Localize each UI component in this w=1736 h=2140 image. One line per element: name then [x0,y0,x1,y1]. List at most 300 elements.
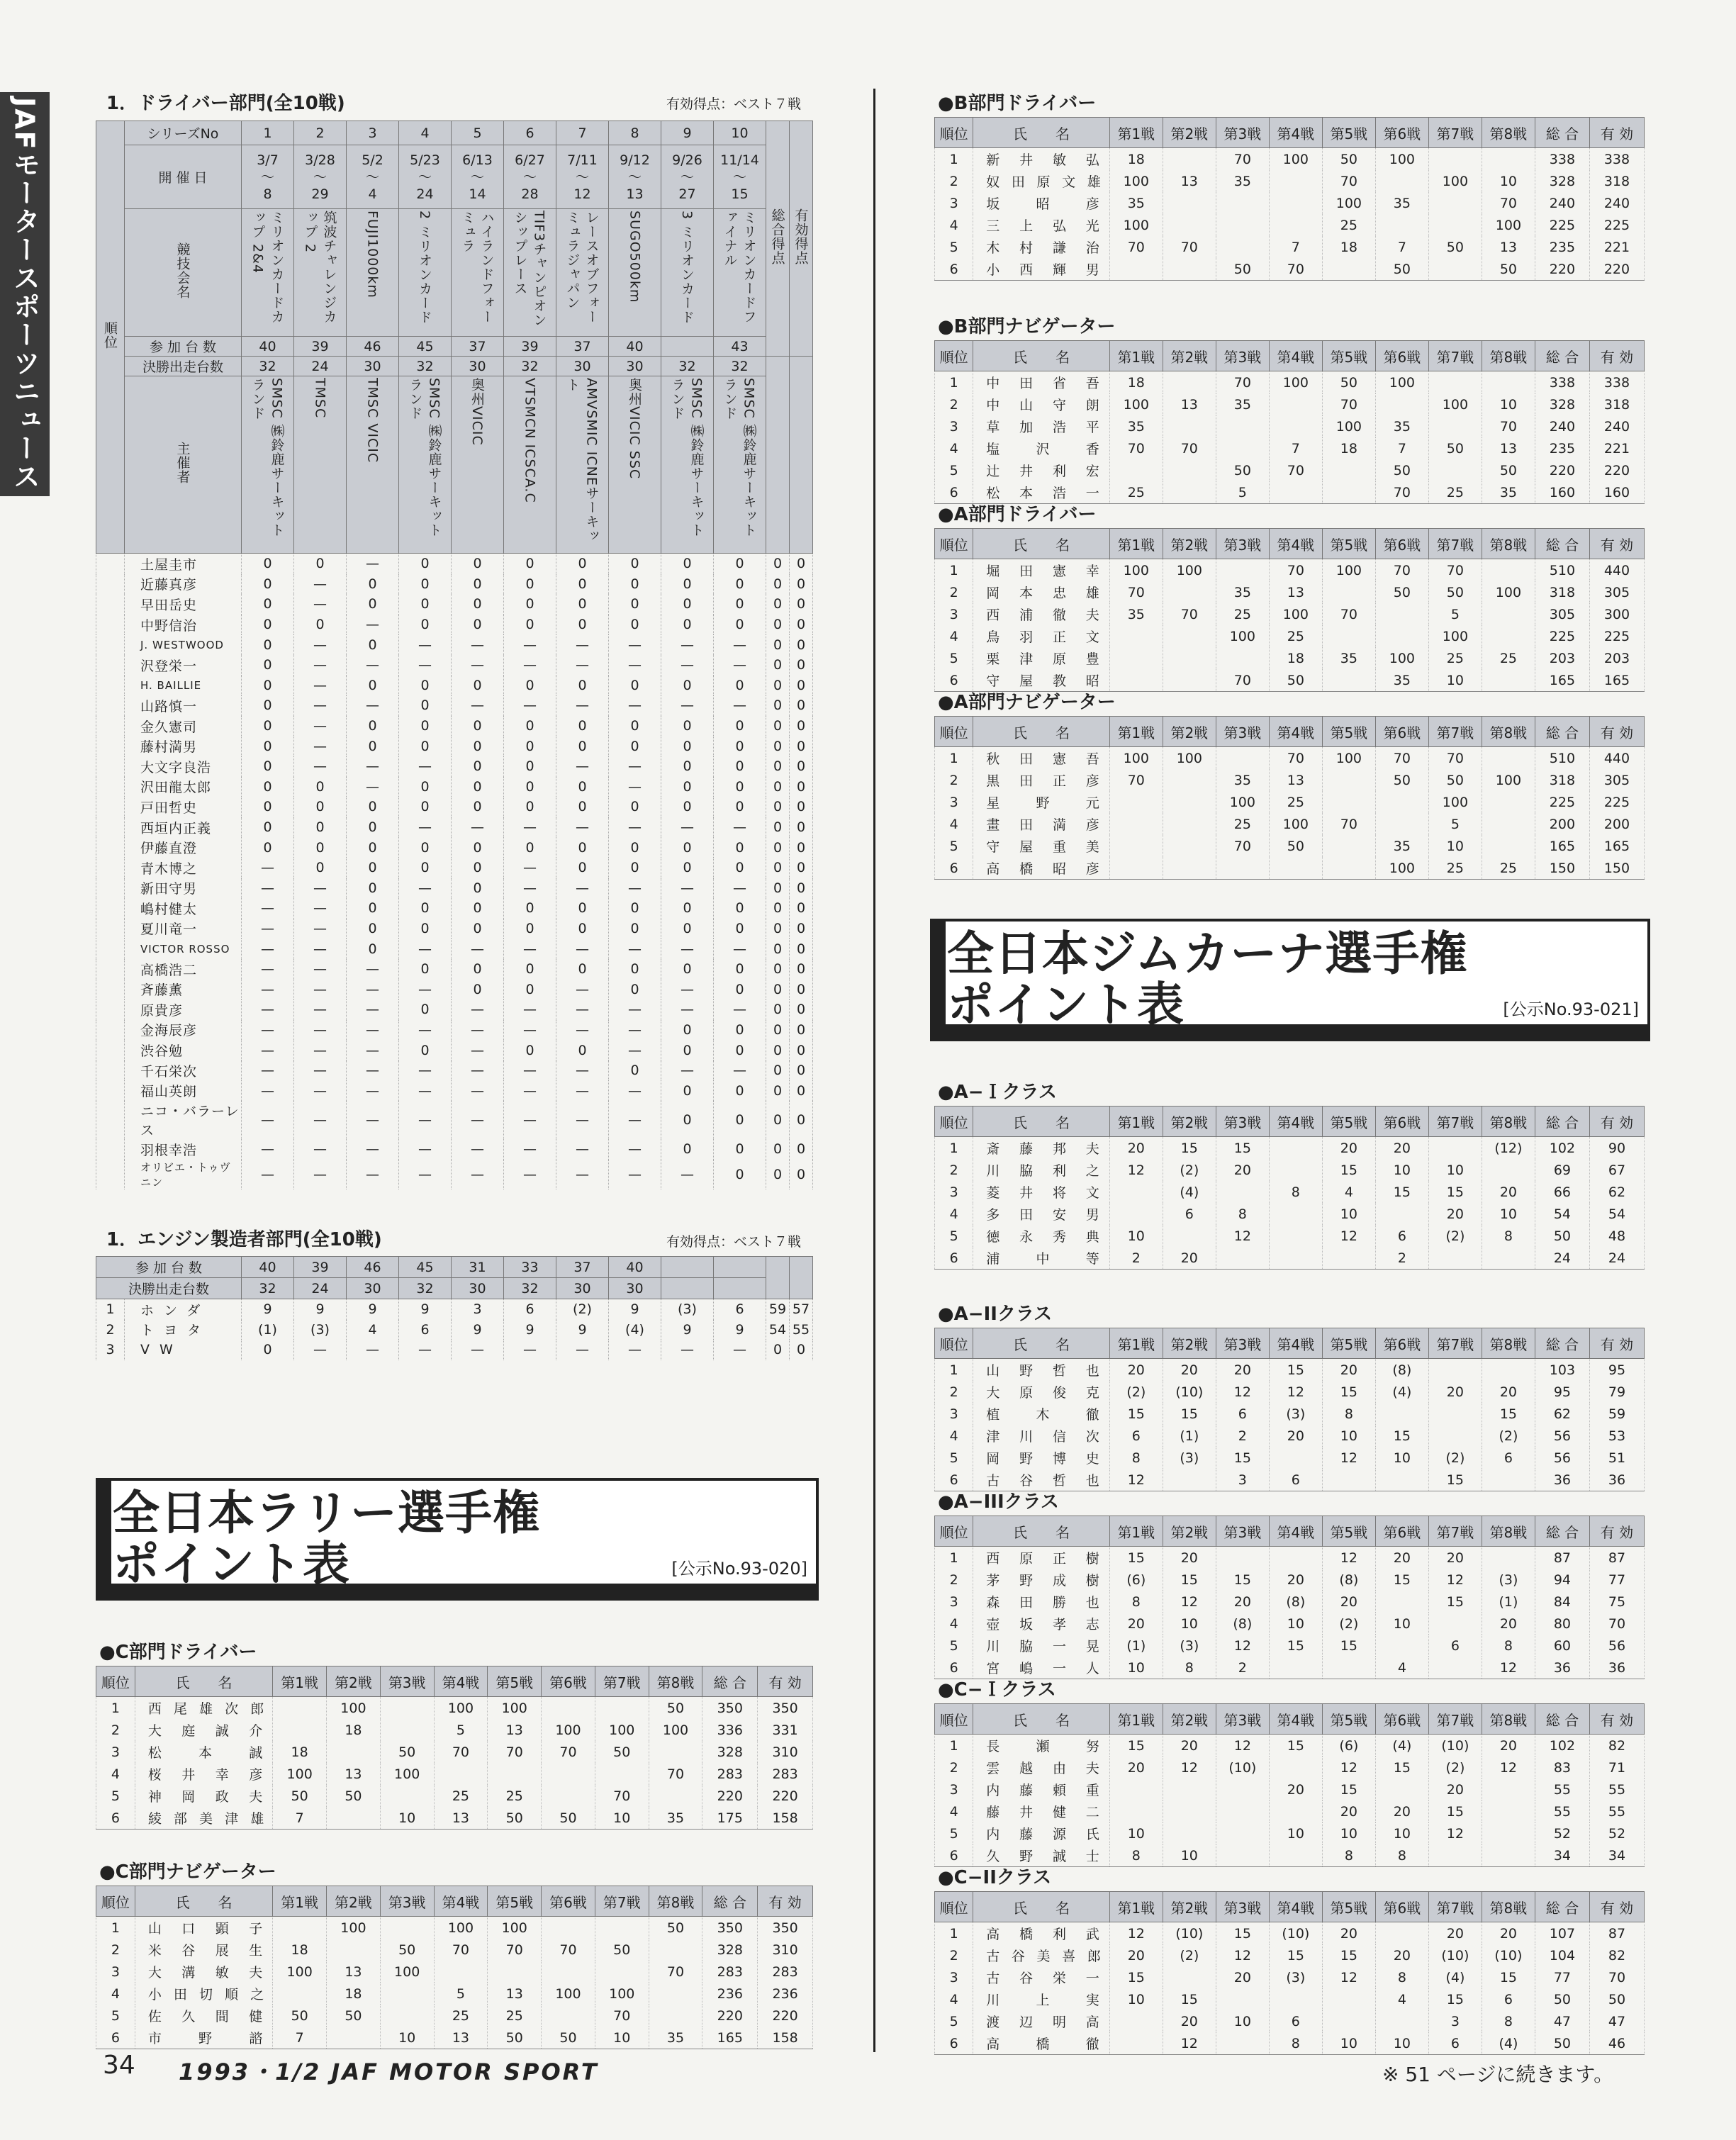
score-cell: 36 [1535,1657,1589,1679]
score-cell: — [714,1340,766,1360]
column-header: 第4戦 [1269,1516,1322,1547]
score-cell: 15 [1163,1988,1216,2010]
score-cell: 100 [595,1983,649,2005]
score-cell: 350 [758,1917,813,1939]
score-cell: 0 [347,919,399,939]
table-row [96,1101,813,1139]
column-header: 第4戦 [1269,529,1322,559]
score-cell: 225 [1535,214,1589,236]
table-row [96,1983,813,2005]
score-cell: 8 [1375,1844,1428,1867]
score-cell: — [294,736,347,756]
score-cell: 0 [790,1101,813,1139]
table-row [96,959,813,980]
score-cell [1428,371,1482,394]
column-header: 総 合 [1535,529,1589,559]
score-cell: — [347,1160,399,1189]
score-cell: — [452,1040,504,1060]
score-cell [1322,1469,1375,1491]
score-cell: — [294,574,347,595]
competitor-name: 中田省吾 [973,371,1110,394]
column-header: 順位 [96,1666,135,1697]
score-cell: 70 [434,1741,488,1763]
score-cell: 203 [1535,647,1589,669]
finals-cell [714,1278,766,1299]
score-cell: (10) [1216,1757,1269,1778]
column-header: 第2戦 [1163,341,1216,371]
score-cell: — [504,817,556,838]
score-cell: 0 [452,898,504,919]
table-row [96,1160,813,1189]
finals-cell: 30 [609,1278,661,1299]
column-header: 第3戦 [1216,1516,1269,1547]
score-cell: 100 [1109,559,1163,582]
score-cell: 0 [766,736,790,756]
score-cell: — [347,756,399,777]
score-cell: 6 [1269,1469,1322,1491]
score-cell [1375,393,1428,415]
score-cell [1216,415,1269,437]
score-cell: 35 [1216,393,1269,415]
rank-cell: 5 [96,1785,135,1807]
rank-cell: 1 [96,1299,125,1320]
table-row [96,695,813,716]
score-cell: 50 [1535,2032,1589,2055]
score-cell: 100 [273,1961,327,1983]
rank-cell [96,695,125,716]
competitor-name: 内藤源氏 [973,1822,1110,1844]
score-cell [1163,1800,1216,1822]
score-cell [1428,415,1482,437]
column-header: 有 効 [1589,529,1644,559]
score-cell: 50 [1428,236,1482,258]
table-header-row [935,1107,1645,1137]
score-cell: 0 [294,777,347,797]
score-cell: (4) [1163,1181,1216,1203]
driver-name: 中野信治 [125,615,242,635]
rank-cell: 2 [935,170,973,192]
event-cell: 筑波チャレンジカップ 2 [294,209,347,337]
score-cell [1216,647,1269,669]
score-cell: 0 [609,959,661,980]
score-cell: 13 [1269,581,1322,603]
score-cell: 0 [790,1040,813,1060]
result-section-title: ●A−IIIクラス [938,1491,1059,1513]
score-cell [542,1785,595,1807]
score-cell: 10 [1163,1844,1216,1867]
rally-notice: [公示No.93-020] [671,1559,807,1579]
rank-cell: 2 [96,1320,125,1340]
score-cell: 18 [1322,236,1375,258]
score-cell: 0 [661,554,714,574]
table-row [935,1159,1645,1181]
score-cell: 25 [1216,813,1269,835]
score-cell: 0 [504,716,556,736]
score-cell: 150 [1589,857,1644,880]
rank-cell: 3 [935,603,973,625]
score-cell: 100 [1269,371,1322,394]
score-cell: — [452,1020,504,1041]
event-cell: FUJI1000km [347,209,399,337]
score-cell: 0 [294,858,347,878]
score-cell: — [294,979,347,999]
score-cell: 50 [1216,258,1269,281]
organizer-cell: TMSC VICIC [347,376,399,554]
score-cell: 15 [1428,1181,1482,1203]
driver-name: 沢田龍太郎 [125,777,242,797]
table-row [935,170,1645,192]
score-cell: 0 [347,797,399,817]
column-header: 第3戦 [380,1886,434,1917]
score-cell [1482,1359,1535,1382]
table-row [96,1139,813,1160]
score-cell: 318 [1535,581,1589,603]
score-cell: 56 [1589,1635,1644,1657]
rank-cell [96,1040,125,1060]
score-cell: 0 [556,594,609,615]
score-cell: 50 [273,2005,327,2027]
score-cell: 0 [504,594,556,615]
table-row [96,1697,813,1720]
score-cell [1482,1778,1535,1800]
score-cell: 51 [1589,1447,1644,1469]
score-cell: 100 [1109,747,1163,770]
score-cell: 0 [714,837,766,858]
score-cell: 0 [347,939,399,959]
score-cell: 70 [649,1763,702,1785]
score-cell [1269,1247,1322,1270]
score-cell: 0 [399,999,452,1020]
score-cell: — [242,1139,294,1160]
score-cell [380,1719,434,1741]
score-cell: 82 [1589,1735,1644,1757]
score-cell: — [294,1160,347,1189]
score-cell: — [661,1060,714,1081]
score-cell: 0 [504,736,556,756]
score-cell: 12 [1216,1735,1269,1757]
score-cell [1482,1469,1535,1491]
score-cell: 4 [347,1320,399,1340]
score-cell: 10 [1109,1988,1163,2010]
driver-name: 近藤真彦 [125,574,242,595]
score-cell: 0 [504,959,556,980]
driver-name: ニコ・バラーレス [125,1101,242,1139]
score-cell: — [347,1080,399,1101]
score-cell: 10 [1269,1613,1322,1635]
score-cell: 0 [609,898,661,919]
result-section-title: ●C−IIクラス [938,1867,1052,1888]
score-cell [1322,481,1375,504]
score-cell: 0 [714,858,766,878]
score-cell: 240 [1535,415,1589,437]
score-cell: — [609,817,661,838]
score-cell: (2) [556,1299,609,1320]
score-cell: 225 [1589,791,1644,813]
score-cell: 100 [434,1917,488,1939]
score-cell: 50 [327,2005,381,2027]
score-cell: 0 [347,574,399,595]
score-cell: 0 [242,695,294,716]
finals-cell: 32 [661,357,714,376]
rank-cell: 4 [935,1425,973,1447]
competitor-name: 中山守朗 [973,393,1110,415]
score-cell: 0 [504,574,556,595]
score-cell: 8 [1322,1844,1375,1867]
entries-cell [661,1257,714,1278]
score-cell: — [609,655,661,676]
score-cell: 0 [556,919,609,939]
score-cell: 35 [1216,769,1269,791]
score-cell: — [609,1160,661,1189]
score-cell: 318 [1589,393,1644,415]
score-cell [1428,258,1482,281]
score-cell [1375,813,1428,835]
table-row [96,898,813,919]
score-cell: 8 [1163,1657,1216,1679]
score-cell: 25 [1269,625,1322,647]
score-cell: 0 [556,797,609,817]
score-cell: — [661,1160,714,1189]
result-section-title: ●A−Ｉクラス [938,1082,1057,1103]
score-cell: 0 [399,837,452,858]
score-cell: (4) [1428,1966,1482,1988]
score-cell: 100 [1269,603,1322,625]
rank-cell: 1 [935,559,973,582]
score-cell: 18 [327,1983,381,2005]
competitor-name: 草加浩平 [973,415,1110,437]
score-cell [1322,625,1375,647]
score-cell: 50 [1535,1225,1589,1247]
score-cell: 2 [1375,1247,1428,1270]
competitor-name: 多田安男 [973,1203,1110,1225]
score-cell [1322,791,1375,813]
entries-cell: 37 [452,337,504,357]
driver-name: 西垣内正義 [125,817,242,838]
score-cell [380,1983,434,2005]
competitor-name: 津川信次 [973,1425,1110,1447]
rank-cell: 3 [935,192,973,214]
competitor-name: 塩沢香 [973,437,1110,459]
competitor-name: 大原俊克 [973,1381,1110,1403]
entries-cell: 45 [399,1257,452,1278]
score-cell: (8) [1269,1591,1322,1613]
score-cell: (1) [1482,1591,1535,1613]
score-cell: 0 [714,716,766,736]
column-header: 第5戦 [488,1666,542,1697]
score-cell: 87 [1589,1547,1644,1569]
score-cell: 338 [1589,148,1644,171]
round-cell: 9 [661,121,714,145]
score-cell: — [399,655,452,676]
table-row [935,2010,1645,2032]
score-cell: 87 [1535,1547,1589,1569]
score-cell: 10 [1322,1203,1375,1225]
driver-name: 金海辰彦 [125,1020,242,1041]
driver-name: 金久憲司 [125,716,242,736]
score-cell [1269,1844,1322,1867]
table-row [935,258,1645,281]
score-cell: 220 [758,2005,813,2027]
score-cell: 0 [242,1340,294,1360]
score-cell: 55 [1589,1778,1644,1800]
event-cell: TIF3チャンピオンシップレース [504,209,556,337]
score-cell: 15 [1322,1159,1375,1181]
score-cell [1322,769,1375,791]
column-header: 第2戦 [1163,1892,1216,1922]
score-cell [1269,1800,1322,1822]
competitor-name: 浦中等 [973,1247,1110,1270]
rank-cell: 2 [96,1719,135,1741]
column-header: 第8戦 [1482,1516,1535,1547]
score-cell: 20 [1216,1359,1269,1382]
score-cell: — [714,878,766,899]
score-cell [1322,258,1375,281]
score-cell: (2) [1163,1944,1216,1966]
table-row [96,1060,813,1081]
score-cell: 0 [452,676,504,696]
rank-cell: 3 [935,1591,973,1613]
rank-cell: 2 [935,1944,973,1966]
score-cell [1375,170,1428,192]
score-cell: (4) [1482,2032,1535,2055]
column-header: 第4戦 [1269,1892,1322,1922]
driver-name: 新田守男 [125,878,242,899]
score-cell: (1) [242,1320,294,1340]
score-cell: 9 [609,1299,661,1320]
score-cell: — [294,898,347,919]
score-cell: 50 [1428,581,1482,603]
rank-cell [96,797,125,817]
score-cell: 25 [1269,791,1322,813]
score-cell: 0 [294,837,347,858]
score-cell: — [399,1020,452,1041]
rank-cell: 1 [935,1547,973,1569]
column-header: 第6戦 [1375,1328,1428,1359]
competitor-name: 小田切順之 [135,1983,272,2005]
score-cell: 20 [1109,1137,1163,1160]
score-cell [1216,2032,1269,2055]
score-cell: 79 [1589,1381,1644,1403]
score-cell: 67 [1589,1159,1644,1181]
score-cell: 20 [1109,1613,1163,1635]
score-cell: 50 [1269,835,1322,857]
score-cell: 9 [242,1299,294,1320]
score-cell: 20 [1109,1359,1163,1382]
rank-cell [96,736,125,756]
score-cell: 0 [609,979,661,999]
score-cell: — [609,1020,661,1041]
column-header: 総 合 [702,1886,758,1917]
score-cell [1163,415,1216,437]
column-header: 有 効 [1589,1516,1644,1547]
score-cell [1163,371,1216,394]
score-cell [1269,857,1322,880]
score-cell: 48 [1589,1225,1644,1247]
competitor-name: 高橋利武 [973,1922,1110,1945]
score-cell: 56 [1535,1447,1589,1469]
score-cell: 0 [242,594,294,615]
score-cell: (8) [1322,1569,1375,1591]
score-cell: 18 [273,1939,327,1961]
score-cell: — [556,634,609,655]
score-cell: 70 [1322,603,1375,625]
score-cell: 6 [1109,1425,1163,1447]
column-header: 第7戦 [1428,1704,1482,1735]
score-cell: 107 [1535,1922,1589,1945]
table-row [935,192,1645,214]
score-cell [1269,481,1322,504]
score-cell: 35 [1482,481,1535,504]
column-header: 氏 名 [973,118,1110,148]
score-cell: 235 [1535,437,1589,459]
score-cell: 25 [1428,481,1482,504]
score-cell: 0 [609,837,661,858]
score-cell: 0 [347,676,399,696]
score-cell [1216,1822,1269,1844]
driver-name: 青木博之 [125,858,242,878]
score-cell: — [556,1020,609,1041]
score-cell: 20 [1163,1735,1216,1757]
column-header: 有 効 [1589,1328,1644,1359]
score-cell: 0 [609,554,661,574]
score-cell: 77 [1589,1569,1644,1591]
score-cell: 36 [1535,1469,1589,1491]
score-cell: 0 [714,574,766,595]
score-cell [1269,1757,1322,1778]
score-cell: 12 [1269,1381,1322,1403]
score-cell: 0 [714,594,766,615]
score-cell: — [714,999,766,1020]
score-cell: — [347,959,399,980]
rank-cell: 5 [96,2005,135,2027]
score-cell: 0 [399,574,452,595]
score-cell: 10 [1375,1159,1428,1181]
score-cell: 0 [766,615,790,635]
score-cell: 12 [1428,1569,1482,1591]
results-table [934,117,1645,281]
score-cell [1482,669,1535,692]
score-cell: — [347,1060,399,1081]
score-cell: 0 [714,777,766,797]
score-cell: 20 [1269,1569,1322,1591]
score-cell: 0 [661,615,714,635]
score-cell [1428,1844,1482,1867]
score-cell: — [504,939,556,959]
rank-cell: 1 [96,1917,135,1939]
score-cell: (10) [1482,1944,1535,1966]
score-cell: 0 [242,837,294,858]
score-cell: 0 [766,554,790,574]
score-cell [595,1961,649,1983]
rank-cell: 2 [935,1757,973,1778]
score-cell [1428,192,1482,214]
score-cell [1375,214,1428,236]
score-cell: 0 [452,777,504,797]
score-cell: 25 [1428,647,1482,669]
score-cell: (6) [1322,1735,1375,1757]
score-cell: 0 [714,1101,766,1139]
score-cell: 0 [790,1060,813,1081]
score-cell: 8 [1322,1403,1375,1425]
rank-cell: 5 [935,1635,973,1657]
score-cell: 0 [766,676,790,696]
event-cell: ハイランドフォーミュラ [452,209,504,337]
competitor-name: 奴田原文雄 [973,170,1110,192]
score-cell: 20 [1109,1757,1163,1778]
score-cell: 50 [595,1741,649,1763]
competitor-name: 松本誠 [135,1741,272,1763]
score-cell: 150 [1535,857,1589,880]
